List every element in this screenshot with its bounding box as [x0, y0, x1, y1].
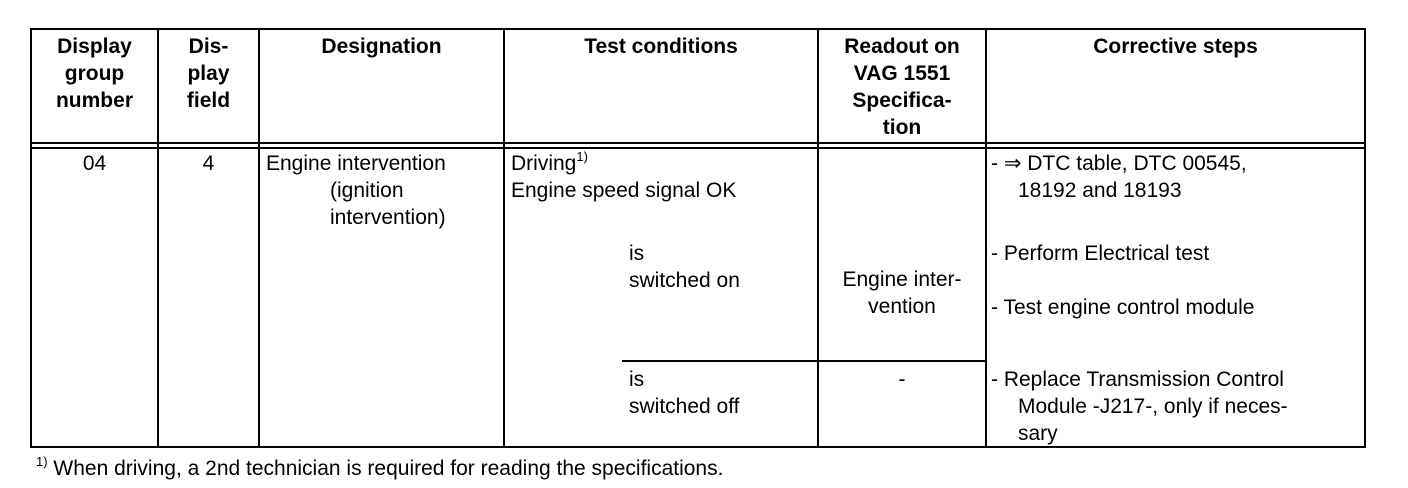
- footnote-text: When driving, a 2nd technician is required for reading the specifications.: [53, 457, 724, 480]
- col-line-3: [503, 28, 505, 448]
- col-line-6: [1364, 28, 1366, 448]
- header-designation: Designation: [321, 35, 442, 58]
- cell-step-test-ecm: - Test engine control module: [991, 296, 1255, 319]
- cell-designation: Engine intervention (ignition intervention): [266, 152, 446, 229]
- footnote: [36, 454, 723, 484]
- cell-readout-on: Engine inter- vention: [842, 268, 962, 318]
- col-line-5: [985, 28, 987, 448]
- cell-test-driving: Driving$^{1)}$ Engine speed signal OK: [511, 149, 737, 202]
- cell-test-switched-on: is switched on: [629, 242, 740, 292]
- footnote-marker-label: 1): [36, 454, 48, 469]
- cell-step-dtc-table: - ⇒ DTC table, DTC 00545, 18192 and 18193: [991, 152, 1247, 202]
- table-top-border: [30, 28, 1366, 30]
- cell-test-switched-off: is switched off: [629, 368, 740, 418]
- cell-step-replace-tcm: - Replace Transmission Control Module -J217-, only if neces- sary: [991, 368, 1288, 445]
- header-rule: [30, 142, 1366, 144]
- cell-step-electrical-test: - Perform Electrical test: [991, 242, 1210, 265]
- header-rule-double: [30, 147, 1366, 149]
- cell-display-group-number: 04: [82, 152, 107, 175]
- cell-display-field: 4: [202, 152, 215, 175]
- case-divider: [622, 360, 987, 362]
- header-display-group-number: Display group number: [55, 35, 133, 112]
- header-readout: Readout on VAG 1551 Specifica- tion: [844, 35, 960, 139]
- col-line-2: [258, 28, 260, 448]
- header-corrective-steps: Corrective steps: [1093, 35, 1258, 58]
- header-display-field: Dis- play field: [186, 35, 231, 112]
- cell-readout-off: -: [898, 368, 906, 391]
- footnote-marker: 1): [576, 149, 588, 164]
- header-test-conditions: Test conditions: [584, 35, 738, 58]
